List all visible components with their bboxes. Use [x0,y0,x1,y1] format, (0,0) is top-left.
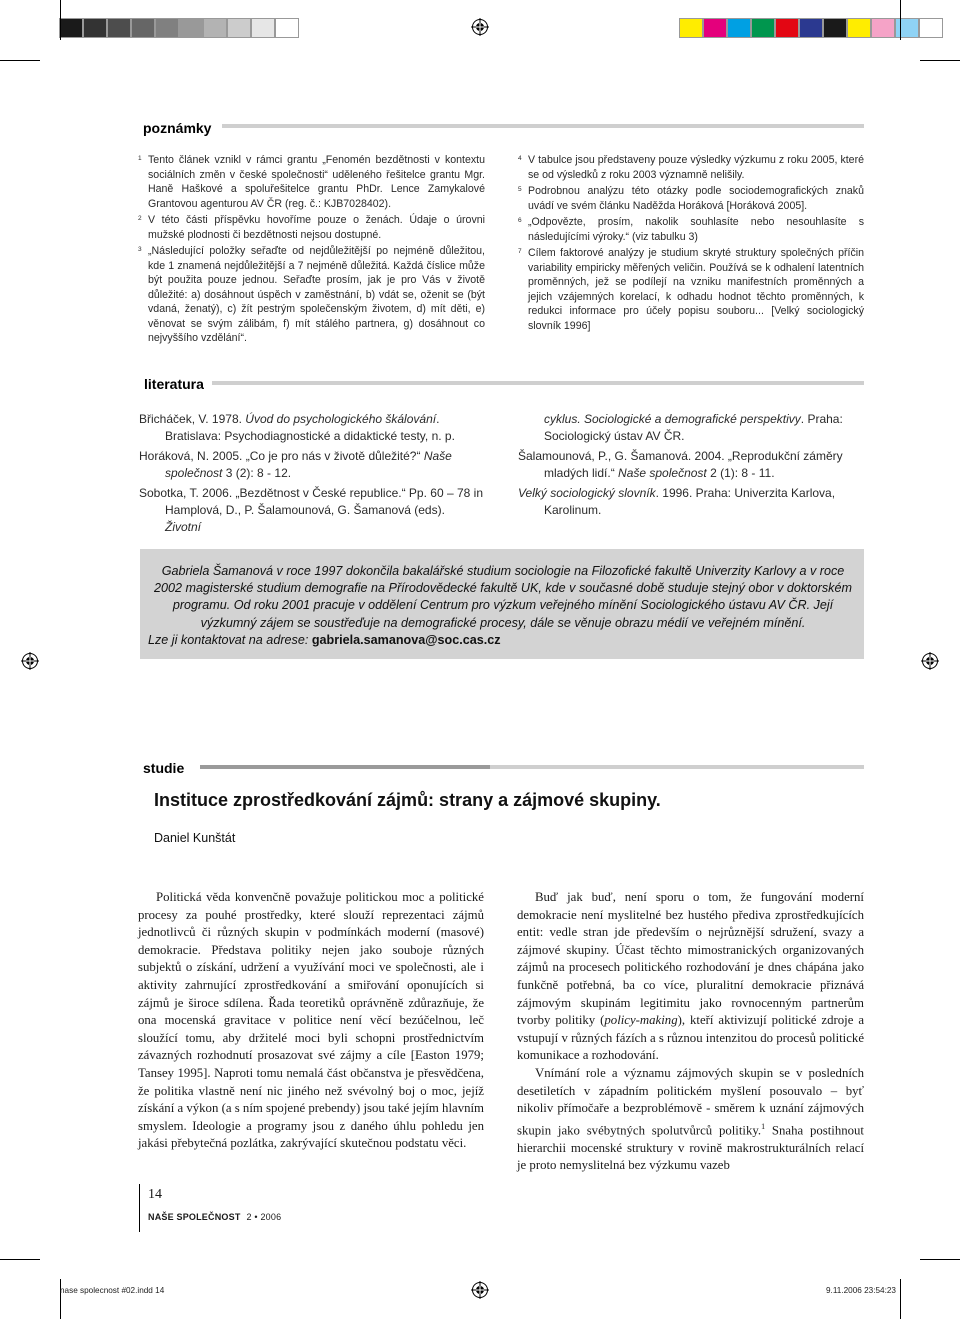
color-swatch [919,18,943,38]
reference-entry: Šalamounová, P., G. Šamanová. 2004. „Reprodukční záměry mladých lidí.“ Naše společnost 2 (1): 8 - 11. [518,449,843,480]
footnote-text: Podrobnou analýzu této otázky podle sociodemografických znaků uvádí ve svém článku Naděžda Horáková [Horáková 2005]. [528,185,864,212]
article-column-right [517,889,864,1175]
color-swatch [83,18,107,38]
color-swatch [251,18,275,38]
footnote [140,244,485,346]
footnote [140,153,485,211]
footnote [520,184,864,213]
footnote-number: 3 [138,246,142,253]
notes-left-column [140,153,485,348]
slug-file-info: nase spolecnost #02.indd 14 [60,1286,165,1295]
footnote-text: Cílem faktorové analýzy je studium skryté struktury společných příčin variability empiricky měřených veličin. Používá se k odhalení latentních proměnných, jež se podílejí na vzniku manifestních proměnných a jejich vzájemných korelací, k odhadu hodnot těchto proměnných, k redukci informace pro účely popisu souboru... [Velký sociologický slovník 1996] [528,247,864,332]
author-bio-box [140,549,864,659]
section-rule-light [490,765,864,769]
contact-label: Lze ji kontaktovat na adrese: [148,632,312,647]
color-swatch [727,18,751,38]
registration-mark-icon [921,652,939,670]
literature-left-column [139,411,484,539]
section-rule-dark [200,765,490,769]
footnote [140,213,485,242]
color-swatch [107,18,131,38]
footnote-number: 5 [518,186,522,193]
color-swatch [823,18,847,38]
crop-mark [60,1279,61,1319]
footnote [520,246,864,333]
crop-mark [920,60,960,61]
crop-mark [900,1279,901,1319]
color-swatch [799,18,823,38]
page-number: 14 [148,1187,162,1202]
color-swatch [871,18,895,38]
crop-mark [920,1259,960,1260]
article-column-left [138,889,484,1153]
color-swatch [227,18,251,38]
grayscale-calibration-bar [59,18,299,36]
footnote-number: 1 [138,155,142,162]
footnote-number: 4 [518,155,522,162]
article-section-heading: studie [143,760,185,776]
color-swatch [703,18,727,38]
footnote-text: Tento článek vznikl v rámci grantu „Fenomén bezdětnosti v kontextu sociálních změn v české společnosti“ uděleného řešitelce grantu Mgr. Haně Haškové a spoluřešitelce grantu PhDr. Lence Zamykalové Grantovou agenturou AV ČR (reg. č.: KJB7028402). [148,154,485,210]
reference-entry: Horáková, N. 2005. „Co je pro nás v životě důležité?“ Naše společnost 3 (2): 8 - 12. [139,449,452,480]
reference-continuation: cyklus. Sociologické a demografické perspektivy. Praha: Sociologický ústav AV ČR. [544,412,843,443]
article-author: Daniel Kunštát [154,831,236,845]
registration-mark-icon [21,652,39,670]
journal-name: NAŠE SPOLEČNOST 2 • 2006 [148,1212,282,1222]
notes-heading: poznámky [143,120,212,136]
footnote-ref[interactable]: 1 [761,1121,766,1131]
journal-issue: 2 • 2006 [246,1212,282,1222]
registration-mark-icon [471,1281,489,1299]
crop-mark [60,0,61,40]
color-swatch [275,18,299,38]
author-bio-text: Gabriela Šamanová v roce 1997 dokončila bakalářské studium sociologie na Filozofické fakultě Univerzity Karlovy a v roce 2002 magisterské studium demografie na Přírodovědecké fakultě UK, kde v současné době studuje stejný obor v doktorském programu. Od roku 2001 pracuje v oddělení Centrum pro výzkum veřejného mínění Sociologického ústavu AV ČR. Její výzkumný zájem se soustřeďuje na demografické procesy, dále se věnuje obrazu médií ve veřejném mínění. [154,564,852,630]
author-contact [148,632,858,649]
color-swatch [155,18,179,38]
article-paragraph: Politická věda konvenčně považuje politickou moc a politické procesy za pouhé prostředky, které slouží reprezentaci zájmů jednotlivců či různých skupin v podmínkách moderní (masové) demokracie. Představa politiky nejen jako souboje různých subjektů o získání, udržení a využívání moci ve společnosti, ale i aktivity zahrnující zprostředkování a smiřování oponujících si zájmů je široce sdílena. Řada teoretiků oprávněně zdůrazňuje, že ona mocenská gravitace v politice není věcí bezúčelnou, leč sloužící tomu, aby držitelé moci byli schopni prostřednictvím závazných rozhodnutí prosazovat své zájmy a cíle [Easton 1979; Tansey 1995]. Naproti tomu nemalá část občanstva je přesvědčena, že politika vlastně není nic jiného než svévolný boj o moc, jejíž získání a výkon (a s ním spojené prebendy) jsou také jejím hlavním smyslem. Ideologie a programy jsou z daného úhlu pohledu jen jakási přebytečná pozlátka, zakrývající skutečnou podstatu věci. [138,890,484,1151]
footnote-number: 7 [518,248,522,255]
footnote-text: V tabulce jsou představeny pouze výsledky výzkumu z roku 2005, které se od výsledků z roku 2003 významně nelišily. [528,154,864,181]
registration-mark-icon [471,18,489,36]
color-swatch [895,18,919,38]
footnote-number: 6 [518,217,522,224]
footer-rule [139,1184,140,1232]
reference-entry: Sobotka, T. 2006. „Bezdětnost v České republice.“ Pp. 60 – 78 in Hamplová, D., P. Šalamounová, G. Šamanová (eds). Životní [139,486,483,534]
notes-right-column [520,153,864,335]
color-swatch [59,18,83,38]
color-swatch [847,18,871,38]
footnote-number: 2 [138,215,142,222]
footnote-text: „Následující položky seřaďte od nejdůležitější po nejméně důležitou, kde 1 znamená nejdůležitější a 7 nejméně důležitá. Každá číslice může být použita pouze jednou. Seřaďte prosím, jak je pro Vás v životě důležité: a) dosáhnout úspěch v zaměstnání, b) vdát se, oženit se (být vdaná, ženatý), c) žít pestrým společenským životem, d) mít děti, e) věnovat se svým zálibám, f) mít stálého partnera, g) dosáhnout co nejvyššího vzdělání“. [148,245,485,344]
color-swatch [679,18,703,38]
article-paragraph: Buď jak buď, není sporu o tom, že fungování moderní demokracie není myslitelné bez hustého předivа zprostředkujících entit: vedle stran jde především o nejrůznější sdružení, svazy a zájmové skupiny. Účast těchto mimostranických organizovaných zájmů na procesech politického rozhodování je dnes chápána jako funkčně potřebná, ba co více, pluralitní demokracie přiznává zájmovým skupinám legitimitu jako rovnocenným partnerům tvorby politiky (policy-making), kteří aktivizují politické zdroje a vstupují v různých fázích a s různou intenzitou do procesů politické komunikace a rozhodování. [517,890,865,1063]
footnote-text: V této části příspěvku hovoříme pouze o ženách. Údaje o úrovni mužské plodnosti či bezdětnosti nejsou dostupné. [148,214,485,241]
color-swatch [179,18,203,38]
reference-entry: Velký sociologický slovník. 1996. Praha: Univerzita Karlova, Karolinum. [518,486,836,517]
color-swatch [203,18,227,38]
article-title: Instituce zprostředkování zájmů: strany a zájmové skupiny. [154,790,661,810]
color-swatch [131,18,155,38]
notes-heading-rule [222,124,864,128]
color-swatch [775,18,799,38]
footnote [520,215,864,244]
reference-entry: Břicháček, V. 1978. Úvod do psychologického škálování. Bratislava: Psychodiagnostické a didaktické testy, n. p. [139,412,455,443]
author-email-link[interactable]: gabriela.samanova@soc.cas.cz [311,632,501,647]
slug-date-info: 9.11.2006 23:54:23 [826,1286,896,1295]
literature-right-column [518,411,866,522]
color-swatch [751,18,775,38]
literature-heading: literatura [144,376,204,392]
article-paragraph: Vnímání role a významu zájmových skupin se v posledních desetiletích v západním politickém myšlení posouvalo – byť nikoliv přímočaře a bezproblémově - směrem k uznání zájmových skupin jako svébytných spolutvůrců politiky.$^1$ Snaha postihnout hierarchii mocenské struktury v rovině makrostrukturálních relací je proto nemyslitelná bez výzkumu vazeb [517,1065,864,1173]
literature-heading-rule [212,381,864,385]
footnote-text: „Odpovězte, prosím, nakolik souhlasíte nebo nesouhlasíte s následujícími výroky.“ (viz tabulku 3) [528,216,864,243]
footnote [520,153,864,182]
color-calibration-bar [679,18,943,36]
crop-mark [900,0,901,40]
crop-mark [0,1259,40,1260]
crop-mark [0,60,40,61]
